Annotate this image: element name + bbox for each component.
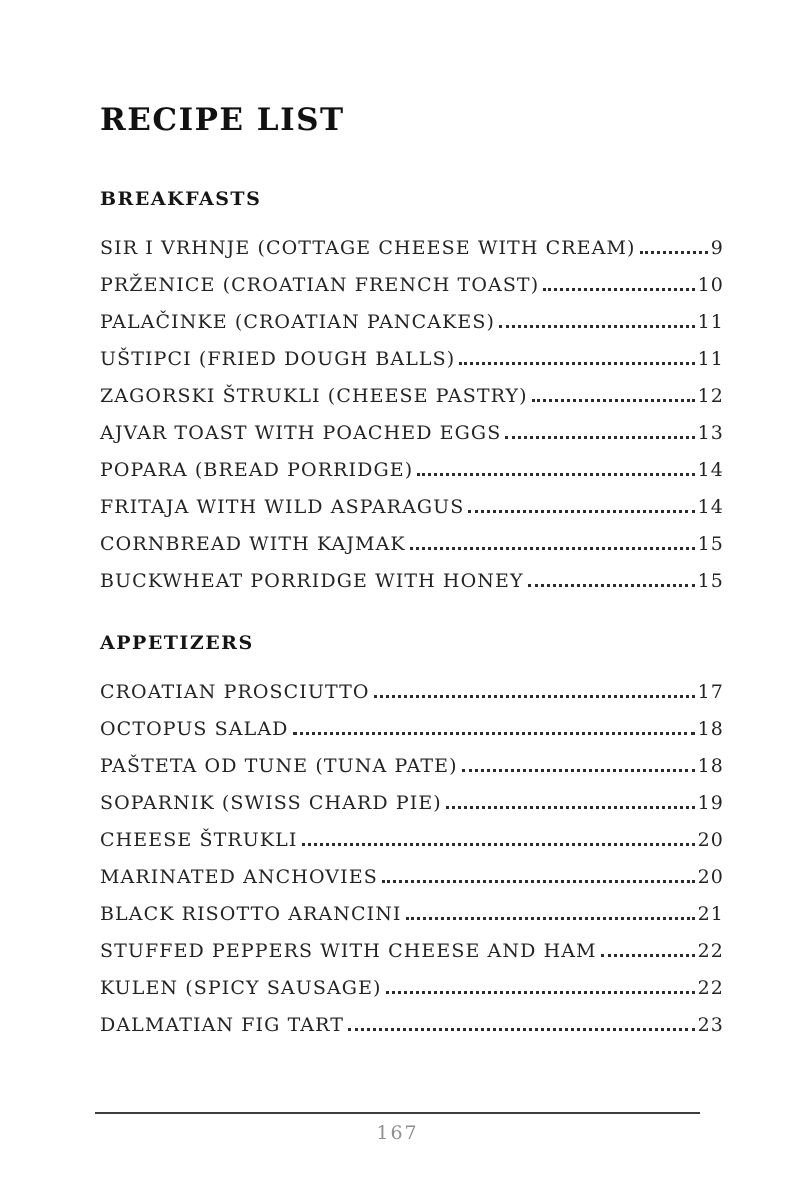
toc-entry-page: 23 <box>697 1014 724 1036</box>
dot-leader <box>406 917 695 920</box>
toc-entry-page: 18 <box>697 718 724 740</box>
toc-entry <box>100 814 724 851</box>
toc-entry-page: 15 <box>697 570 724 592</box>
dot-leader <box>543 288 694 291</box>
toc-entry <box>100 740 724 777</box>
toc-entry <box>100 333 724 370</box>
dot-leader <box>386 991 695 994</box>
dot-leader <box>382 880 695 883</box>
toc-entry-page: 20 <box>697 829 724 851</box>
toc-entry-title: CHEESE ŠTRUKLI <box>100 829 298 851</box>
toc-entry-page: 14 <box>697 496 724 518</box>
toc-entry <box>100 851 724 888</box>
toc-entry <box>100 407 724 444</box>
toc-entry <box>100 962 724 999</box>
section-heading-appetizers: APPETIZERS <box>100 632 254 654</box>
toc-entry-title: POPARA (BREAD PORRIDGE) <box>100 459 414 481</box>
toc-entry-title: SIR I VRHNJE (COTTAGE CHEESE WITH CREAM) <box>100 237 636 259</box>
toc-entry-page: 18 <box>697 755 724 777</box>
toc-entry <box>100 999 724 1036</box>
toc-entry-page: 9 <box>710 237 724 259</box>
toc-entry <box>100 481 724 518</box>
toc-entry-page: 22 <box>697 940 724 962</box>
toc-entry-title: ZAGORSKI ŠTRUKLI (CHEESE PASTRY) <box>100 385 528 407</box>
page-footer <box>95 1112 700 1144</box>
toc-entry-page: 10 <box>697 274 724 296</box>
toc-entry-title: AJVAR TOAST WITH POACHED EGGS <box>100 422 502 444</box>
toc-entry-page: 12 <box>697 385 724 407</box>
section-breakfasts <box>100 188 724 592</box>
dot-leader <box>417 473 694 476</box>
toc-entry <box>100 370 724 407</box>
toc-entry-title: PAŠTETA OD TUNE (TUNA PATE) <box>100 755 458 777</box>
dot-leader <box>528 584 695 587</box>
dot-leader <box>532 399 695 402</box>
toc-entry-page: 19 <box>697 792 724 814</box>
toc-entry-title: FRITAJA WITH WILD ASPARAGUS <box>100 496 465 518</box>
toc-entry-title: BLACK RISOTTO ARANCINI <box>100 903 402 925</box>
dot-leader <box>505 436 694 439</box>
toc-entry-page: 21 <box>697 903 724 925</box>
recipe-list-page <box>100 102 724 1076</box>
dot-leader <box>293 732 695 735</box>
page-number: 167 <box>376 1122 419 1144</box>
dot-leader <box>374 695 695 698</box>
dot-leader <box>348 1028 695 1031</box>
toc-entry-title: CROATIAN PROSCIUTTO <box>100 681 370 703</box>
toc-entry-title: MARINATED ANCHOVIES <box>100 866 378 888</box>
toc-entry-title: UŠTIPCI (FRIED DOUGH BALLS) <box>100 348 456 370</box>
toc-entry-page: 11 <box>697 311 724 333</box>
toc-entry-title: BUCKWHEAT PORRIDGE WITH HONEY <box>100 570 524 592</box>
toc-entry <box>100 703 724 740</box>
toc-entry <box>100 259 724 296</box>
dot-leader <box>468 510 694 513</box>
toc-entry-page: 13 <box>697 422 724 444</box>
toc-entry-page: 14 <box>697 459 724 481</box>
toc-entry <box>100 518 724 555</box>
page-title: RECIPE LIST <box>100 102 345 138</box>
toc-entry-page: 11 <box>697 348 724 370</box>
toc-entry <box>100 925 724 962</box>
toc-entry <box>100 296 724 333</box>
toc-entry <box>100 555 724 592</box>
dot-leader <box>410 547 695 550</box>
toc-entry <box>100 222 724 259</box>
toc-entry-page: 22 <box>697 977 724 999</box>
toc-entry-title: PRŽENICE (CROATIAN FRENCH TOAST) <box>100 274 540 296</box>
toc-entry-title: DALMATIAN FIG TART <box>100 1014 344 1036</box>
section-appetizers <box>100 632 724 1036</box>
toc-entry-title: KULEN (SPICY SAUSAGE) <box>100 977 382 999</box>
toc-entry-page: 15 <box>697 533 724 555</box>
toc-entry <box>100 888 724 925</box>
footer-rule <box>95 1112 700 1114</box>
toc-entry-title: CORNBREAD WITH KAJMAK <box>100 533 406 555</box>
toc-entry <box>100 777 724 814</box>
toc-entry <box>100 444 724 481</box>
toc-entry-title: STUFFED PEPPERS WITH CHEESE AND HAM <box>100 940 597 962</box>
section-heading-breakfasts: BREAKFASTS <box>100 188 262 210</box>
dot-leader <box>601 954 695 957</box>
toc-entry-title: SOPARNIK (SWISS CHARD PIE) <box>100 792 442 814</box>
toc-entry-title: PALAČINKE (CROATIAN PANCAKES) <box>100 311 495 333</box>
toc-entry-title: OCTOPUS SALAD <box>100 718 289 740</box>
dot-leader <box>462 769 695 772</box>
toc-entry <box>100 666 724 703</box>
dot-leader <box>302 843 695 846</box>
dot-leader <box>446 806 695 809</box>
toc-entry-page: 17 <box>697 681 724 703</box>
dot-leader <box>459 362 694 365</box>
toc-entry-page: 20 <box>697 866 724 888</box>
dot-leader <box>640 251 708 254</box>
dot-leader <box>499 325 695 328</box>
